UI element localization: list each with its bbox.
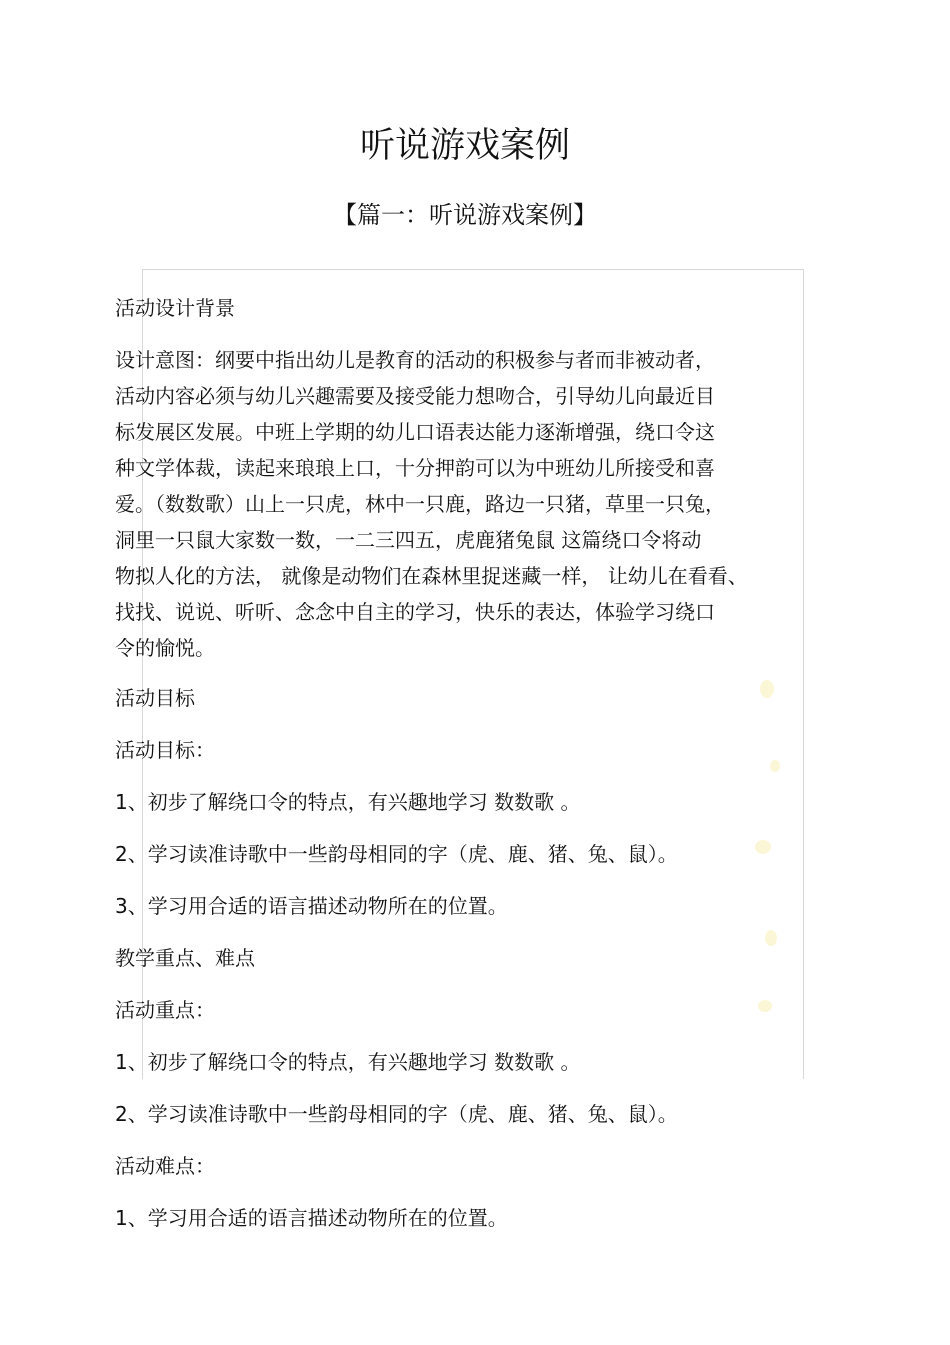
paragraph-line: 种文学体裁，读起来琅琅上口，十分押韵可以为中班幼儿所接受和喜: [115, 456, 715, 480]
goal-item: 2、学习读准诗歌中一些韵母相同的字（虎、鹿、猪、兔、鼠）。: [115, 842, 678, 866]
background-speck: [765, 930, 777, 946]
page-subtitle: 【篇一：听说游戏案例】: [333, 201, 597, 229]
paragraph-line: 标发展区发展。中班上学期的幼儿口语表达能力逐渐增强，绕口令这: [115, 420, 715, 444]
background-speck: [755, 840, 771, 854]
key-heading: 教学重点、难点: [115, 946, 255, 970]
difficult-label: 活动难点：: [115, 1154, 215, 1178]
goals-heading: 活动目标: [115, 686, 195, 710]
page-title: 听说游戏案例: [359, 126, 570, 166]
background-speck: [770, 760, 780, 772]
paragraph-line: 洞里一只鼠大家数一数，一二三四五，虎鹿猪兔鼠 这篇绕口令将动: [115, 528, 702, 552]
paragraph-line: 设计意图：纲要中指出幼儿是教育的活动的积极参与者而非被动者，: [115, 348, 715, 372]
paragraph-line: 活动内容必须与幼儿兴趣需要及接受能力想吻合，引导幼儿向最近目: [115, 384, 715, 408]
paragraph-line: 找找、说说、听听、念念中自主的学习，快乐的表达，体验学习绕口: [115, 600, 715, 624]
key-point-item: 2、学习读准诗歌中一些韵母相同的字（虎、鹿、猪、兔、鼠）。: [115, 1102, 678, 1126]
goal-item: 3、学习用合适的语言描述动物所在的位置。: [115, 894, 508, 918]
key-label: 活动重点：: [115, 998, 215, 1022]
key-point-item: 1、初步了解绕口令的特点，有兴趣地学习 数数歌 。: [115, 1050, 581, 1074]
goals-label: 活动目标：: [115, 738, 215, 762]
paragraph-line: 令的愉悦。: [115, 636, 215, 660]
background-heading: 活动设计背景: [115, 296, 235, 320]
goal-item: 1、初步了解绕口令的特点，有兴趣地学习 数数歌 。: [115, 790, 581, 814]
paragraph-line: 物拟人化的方法， 就像是动物们在森林里捉迷藏一样， 让幼儿在看看、: [115, 564, 748, 588]
paragraph-line: 爱。（数数歌）山上一只虎，林中一只鹿，路边一只猪，草里一只兔，: [115, 492, 725, 516]
background-speck: [760, 680, 774, 698]
background-speck: [758, 1000, 772, 1012]
difficult-point-item: 1、学习用合适的语言描述动物所在的位置。: [115, 1206, 508, 1230]
